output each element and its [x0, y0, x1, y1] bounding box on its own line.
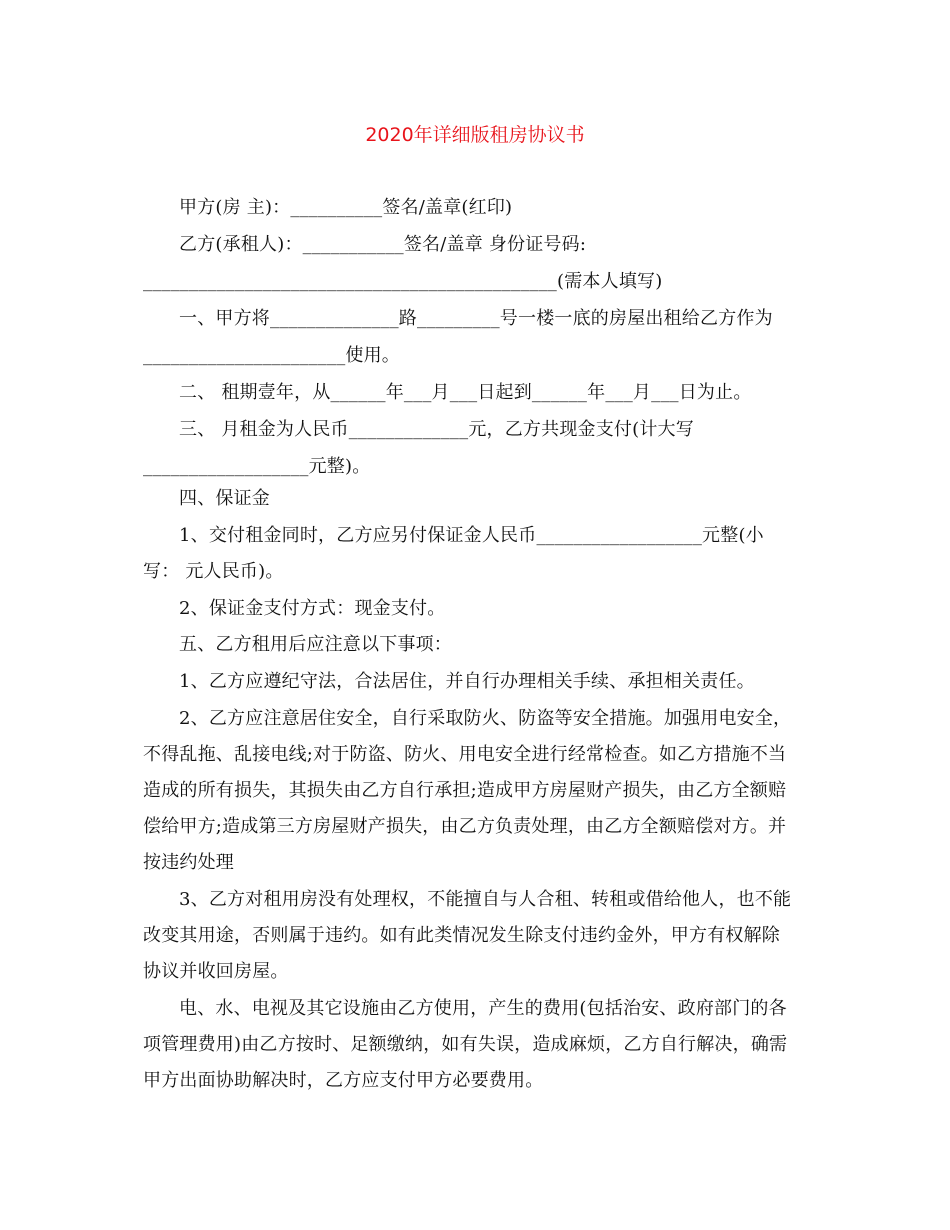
clause-4-heading: 四、保证金	[179, 488, 270, 509]
deposit-line-2: 写： 元人民币)。	[143, 561, 284, 582]
clause-3-line-2: __________________元整)。	[143, 456, 371, 477]
item-2-line-2: 不得乱拖、乱接电线;对于防盗、防火、用电安全进行经常检查。如乙方措施不当	[143, 744, 787, 765]
clause-5-heading: 五、乙方租用后应注意以下事项：	[179, 634, 452, 655]
item-3-line-1: 3、乙方对租用房没有处理权，不能擅自与人合租、转租或借给他人，也不能	[179, 889, 792, 910]
item-1-line: 1、乙方应遵纪守法，合法居住，并自行办理相关手续、承担相关责任。	[179, 671, 755, 692]
item-2-line-5: 按违约处理	[143, 852, 234, 873]
item-3-line-3: 协议并收回房屋。	[143, 961, 289, 982]
item-2-line-3: 造成的所有损失，其损失由乙方自行承担;造成甲方房屋财产损失，由乙方全额赔	[143, 780, 787, 801]
party-a-line: 甲方(房 主)：__________签名/盖章(红印)	[179, 197, 513, 218]
deposit-line-1: 1、交付租金同时，乙方应另付保证金人民币__________________元整(小	[179, 525, 764, 546]
utilities-line-3: 甲方出面协助解决时，乙方应支付甲方必要费用。	[143, 1070, 544, 1091]
clause-3-line-1: 三、 月租金为人民币_____________元，乙方共现金支付(计大写	[179, 419, 694, 440]
clause-1-line-1: 一、甲方将______________路_________号一楼一底的房屋出租给乙方作为	[179, 308, 773, 329]
clause-1-line-2: ______________________使用。	[143, 345, 400, 366]
item-3-line-2: 改变其用途，否则属于违约。如有此类情况发生除支付违约金外，甲方有权解除	[143, 925, 780, 946]
item-2-line-4: 偿给甲方;造成第三方房屋财产损失，由乙方负责处理，由乙方全额赔偿对方。并	[143, 816, 787, 837]
clause-2-line: 二、 租期壹年，从______年___月___日起到______年___月___日为止。	[179, 382, 752, 403]
item-2-line-1: 2、乙方应注意居住安全，自行采取防火、防盗等安全措施。加强用电安全，	[179, 708, 792, 729]
document-title: 2020年详细版租房协议书	[365, 124, 585, 146]
utilities-line-2: 项管理费用)由乙方按时、足额缴纳，如有失误，造成麻烦，乙方自行解决，确需	[143, 1034, 788, 1055]
id-number-line: _____________________________________________(需本人填写)	[143, 271, 663, 292]
deposit-payment-line: 2、保证金支付方式：现金支付。	[179, 598, 446, 619]
utilities-line-1: 电、水、电视及其它设施由乙方使用，产生的费用(包括治安、政府部门的各	[179, 998, 787, 1019]
party-b-line: 乙方(承租人)：___________签名/盖章 身份证号码:	[179, 234, 587, 255]
